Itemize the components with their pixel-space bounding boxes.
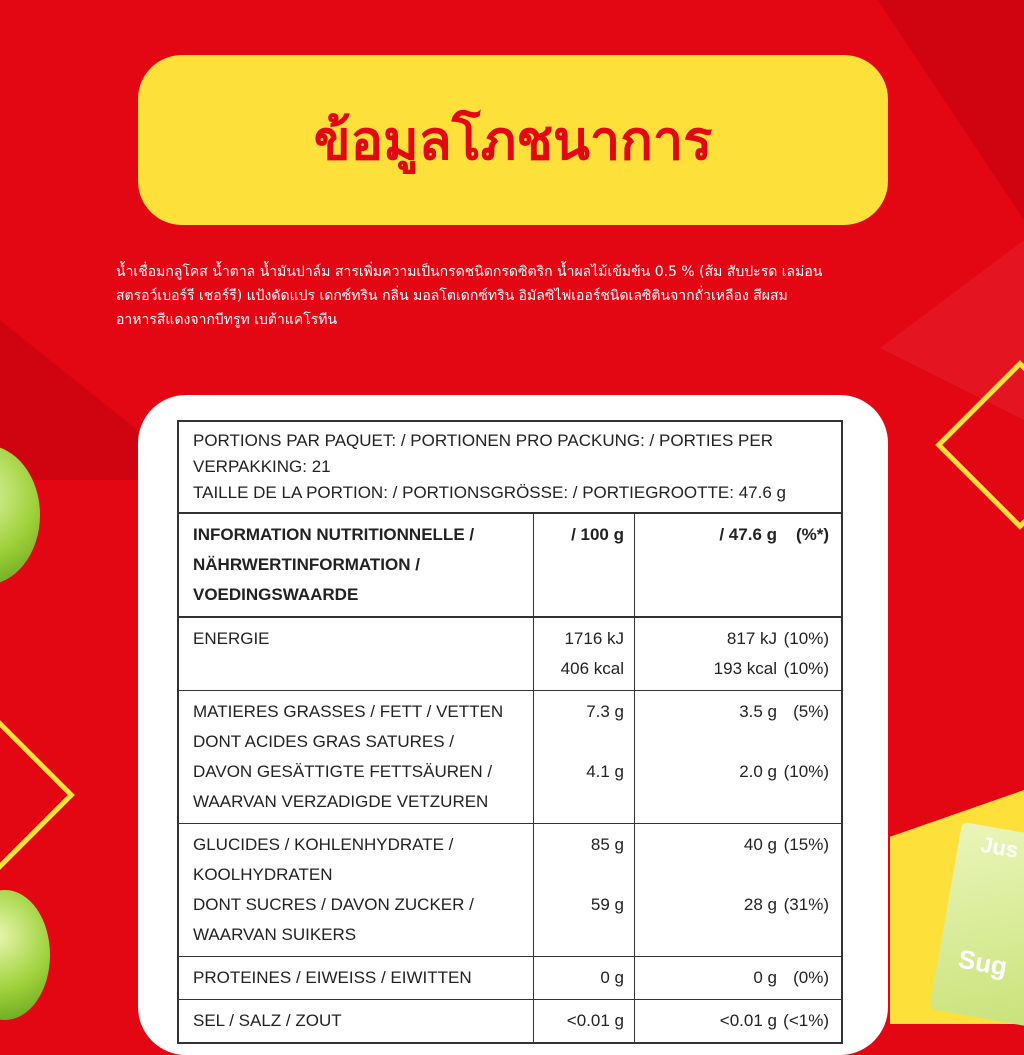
portions-per-pack: PORTIONS PAR PAQUET: / PORTIONEN PRO PACKUNG: / PORTIES PER VERPAKKING: 21: [193, 431, 774, 476]
table-row-fat: [179, 691, 841, 824]
ingredients-text: [116, 260, 916, 332]
value-per-100g: 7.3 g 4.1 g: [534, 691, 635, 824]
value-per-portion: 817 kJ (10%) 193 kcal (10%): [635, 617, 842, 691]
value-per-100g: 85 g 59 g: [534, 824, 635, 957]
portion-size: TAILLE DE LA PORTION: / PORTIONSGRÖSSE: / PORTIEGROOTTE: 47.6 g: [193, 483, 786, 502]
nutrition-label: [177, 420, 843, 1044]
ingredients-line: สตรอว์เบอร์รี เชอร์รี) แป้งดัดแปร เดกซ์ทริน กลิ่น มอลโตเดกซ์ทริน อิมัลซิไฟเออร์ชนิดเลซิตินจากถั่วเหลือง สีผสม: [116, 288, 788, 304]
yellow-diamond-outline: [0, 710, 75, 880]
value-per-100g: 0 g: [534, 957, 635, 1000]
nutrient-name: MATIERES GRASSES / FETT / VETTEN DONT ACIDES GRAS SATURES / DAVON GESÄTTIGTE FETTSÄUREN / WAARVAN VERZADIGDE VETZUREN: [179, 691, 534, 824]
value-per-portion: <0.01 g (<1%): [719, 1011, 829, 1030]
candy-brand-top: Jus: [978, 831, 1021, 863]
table-row-salt: [179, 1000, 841, 1043]
table-row-protein: [179, 957, 841, 1000]
value-per-portion: 0 g (0%): [635, 957, 842, 1000]
header-per-100g: / 100 g: [534, 514, 635, 617]
lime-fruit-image: [0, 890, 50, 1020]
value-per-portion: 3.5 g (5%) 2.0 g (10%): [635, 691, 842, 824]
title-banner: [138, 55, 888, 225]
value-per-portion: 40 g (15%) 28 g (31%): [635, 824, 842, 957]
ingredients-line: อาหารสีแดงจากบีทรูท เบต้าแคโรทีน: [116, 312, 338, 328]
portions-info: [179, 422, 841, 514]
value-per-100g: 1716 kJ 406 kcal: [534, 617, 635, 691]
table-row-energy: [179, 617, 841, 691]
table-header-row: [179, 514, 841, 617]
header-nutrient-cell: INFORMATION NUTRITIONNELLE / NÄHRWERTINFORMATION / VOEDINGSWAARDE: [179, 514, 534, 617]
nutrient-name: ENERGIE: [179, 617, 534, 691]
ingredients-line: น้ำเชื่อมกลูโคส น้ำตาล น้ำมันปาล์ม สารเพิ่มความเป็นกรดชนิดกรดซิตริก น้ำผลไม้เข้มข้น 0.5 % (ส้ม สับปะรด เลม่อน: [116, 264, 823, 280]
page-title: ข้อมูลโภชนาการ: [313, 109, 713, 172]
header-pct: (%*): [795, 525, 829, 544]
candy-brand-bottom: Sug: [955, 943, 1010, 982]
value-per-100g: <0.01 g: [534, 1000, 635, 1043]
nutrient-name: GLUCIDES / KOHLENHYDRATE / KOOLHYDRATEN DONT SUCRES / DAVON ZUCKER / WAARVAN SUIKERS: [179, 824, 534, 957]
nutrient-name: SEL / SALZ / ZOUT: [179, 1000, 534, 1043]
nutrient-name: PROTEINES / EIWEISS / EIWITTEN: [179, 957, 534, 1000]
nutrition-table: [179, 514, 841, 1042]
table-row-carbs: [179, 824, 841, 957]
header-per-portion: / 47.6 g (%*): [635, 514, 842, 617]
